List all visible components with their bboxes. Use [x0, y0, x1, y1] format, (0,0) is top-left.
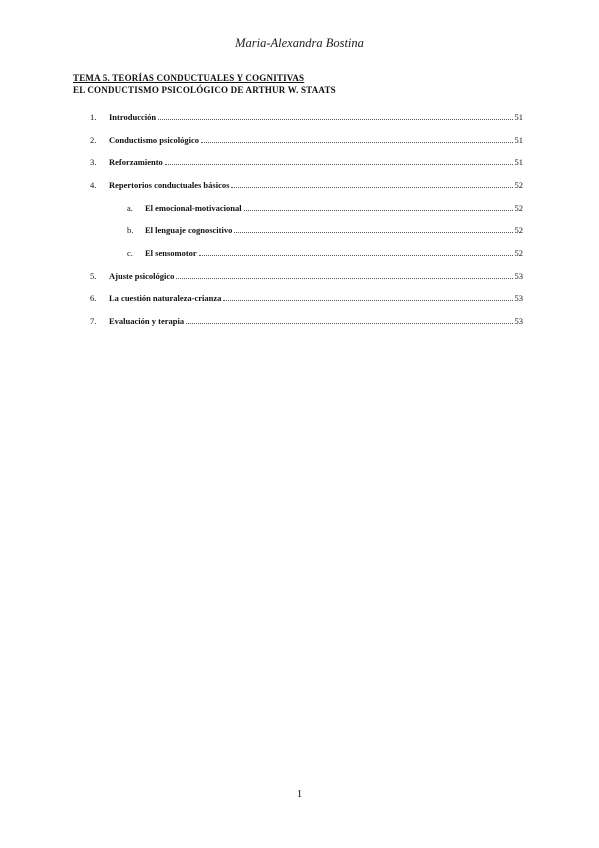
toc-entry-page: 53 — [514, 293, 523, 303]
toc-entry-number: 5. — [90, 271, 97, 281]
toc-entry-conductismo — [90, 135, 523, 145]
toc-entry-page: 52 — [514, 180, 523, 190]
toc-subentry-lenguaje — [127, 225, 523, 235]
toc-entry-number: 6. — [90, 293, 97, 303]
toc-entry-ajuste — [90, 271, 523, 281]
toc-entry-evaluacion — [90, 316, 523, 326]
toc-entry-page: 51 — [514, 112, 523, 122]
toc-entry-number: 7. — [90, 316, 97, 326]
toc-dot-leader — [223, 300, 512, 301]
toc-entry-introduccion — [90, 112, 523, 122]
toc-dot-leader — [176, 278, 512, 279]
toc-subentry-emocional — [127, 203, 523, 213]
toc-entry-reforzamiento — [90, 157, 523, 167]
toc-entry-title: El sensomotor — [145, 248, 197, 258]
toc-entry-number: 1. — [90, 112, 97, 122]
toc-subentry-sensomotor — [127, 248, 523, 258]
toc-entry-title: Ajuste psicológico — [109, 271, 175, 281]
toc-entry-naturaleza-crianza — [90, 293, 523, 303]
toc-entry-title: Evaluación y terapia — [109, 316, 185, 326]
toc-dot-leader — [158, 119, 512, 120]
toc-entry-title: Conductismo psicológico — [109, 135, 199, 145]
toc-entry-number: 2. — [90, 135, 97, 145]
toc-dot-leader — [165, 164, 513, 165]
toc-entry-page: 52 — [514, 248, 523, 258]
toc-entry-title: La cuestión naturaleza-crianza — [109, 293, 222, 303]
section-heading-topic: TEMA 5. TEORÍAS CONDUCTUALES Y COGNITIVAS — [73, 73, 305, 83]
section-heading-subtitle: EL CONDUCTISMO PSICOLÓGICO DE ARTHUR W. STAATS — [73, 85, 336, 95]
toc-entry-page: 52 — [514, 203, 523, 213]
toc-dot-leader — [231, 187, 512, 188]
toc-entry-number: c. — [127, 248, 133, 258]
toc-dot-leader — [199, 255, 513, 256]
page-number: 1 — [296, 788, 303, 800]
toc-entry-page: 53 — [514, 271, 523, 281]
toc-entry-title: Reforzamiento — [109, 157, 163, 167]
toc-entry-number: 3. — [90, 157, 97, 167]
toc-dot-leader — [186, 323, 512, 324]
toc-entry-title: El lenguaje cognoscitivo — [145, 225, 233, 235]
toc-entry-page: 53 — [514, 316, 523, 326]
toc-entry-title: El emocional-motivacional — [145, 203, 242, 213]
toc-dot-leader — [234, 232, 512, 233]
page-header-author: Maria-Alexandra Bostina — [235, 36, 364, 50]
toc-entry-repertorios — [90, 180, 523, 190]
toc-entry-number: 4. — [90, 180, 97, 190]
toc-entry-page: 52 — [514, 225, 523, 235]
toc-entry-page: 51 — [514, 157, 523, 167]
toc-dot-leader — [244, 210, 513, 211]
toc-entry-title: Repertorios conductuales básicos — [109, 180, 230, 190]
toc-entry-number: b. — [127, 225, 134, 235]
toc-dot-leader — [201, 142, 513, 143]
toc-entry-title: Introducción — [109, 112, 157, 122]
toc-entry-page: 51 — [514, 135, 523, 145]
toc-entry-number: a. — [127, 203, 133, 213]
